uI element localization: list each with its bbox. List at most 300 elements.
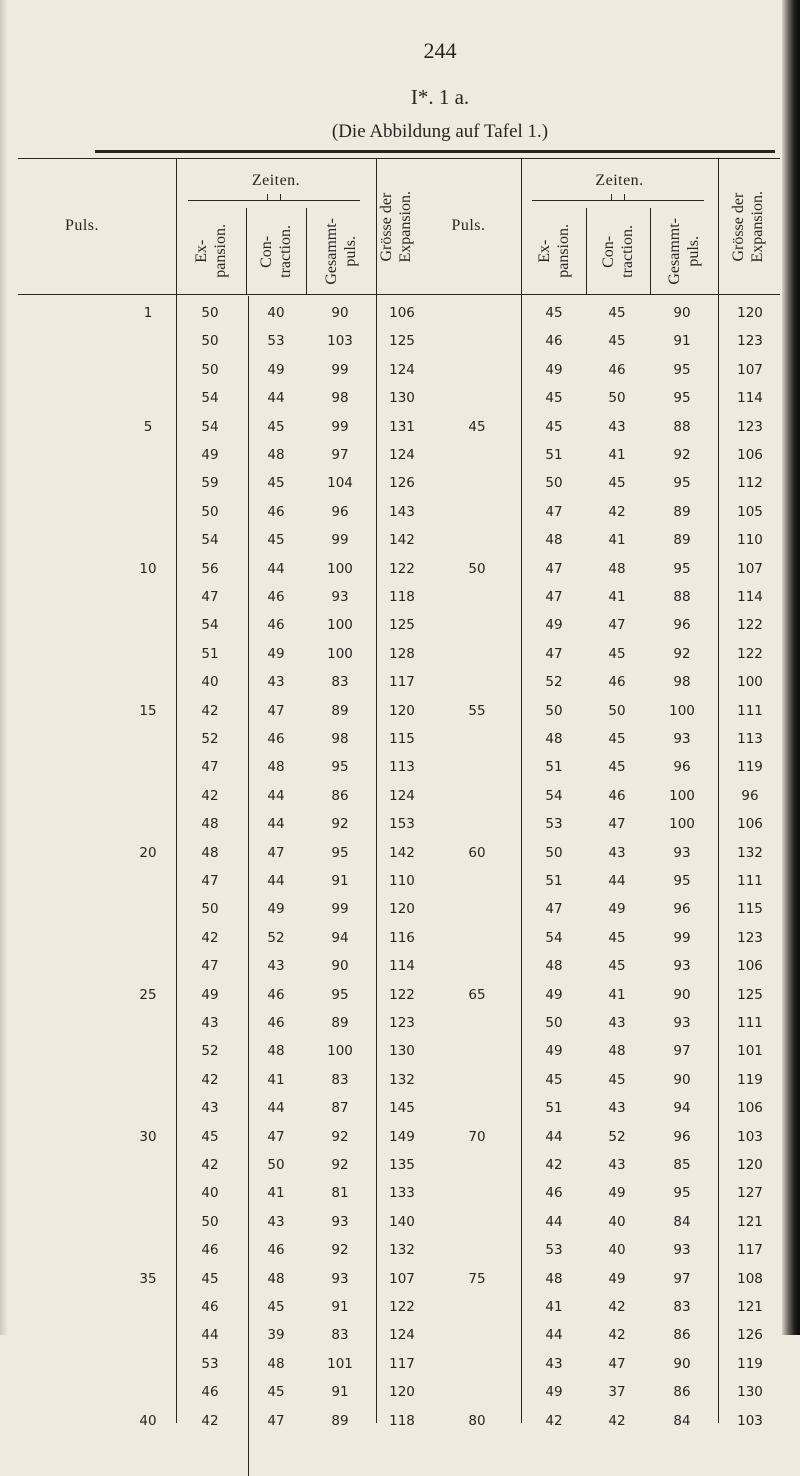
right-expansion-cell: 45 (545, 305, 563, 321)
left-contraction-cell: 46 (267, 589, 285, 605)
right-expansion-cell: 54 (545, 787, 563, 804)
right-expansion-cell: 49 (545, 1384, 563, 1401)
right-expansion-cell: 51 (545, 1100, 563, 1117)
right-gesammtpuls-cell: 95 (673, 390, 691, 407)
left-contraction-cell: 44 (267, 1100, 285, 1117)
left-expansion-cell: 50 (201, 361, 219, 378)
right-groesse-cell: 111 (737, 873, 763, 889)
right-expansion-cell: 54 (545, 929, 563, 946)
right-groesse-cell: 106 (737, 1100, 763, 1117)
right-contraction-cell: 49 (608, 1270, 626, 1287)
left-pulse-number: 10 (139, 560, 157, 577)
right-contraction-cell: 41 (608, 589, 626, 605)
left-contraction-cell: 47 (267, 1128, 285, 1145)
right-contraction-cell: 43 (608, 1157, 626, 1173)
right-gesammtpuls-cell: 96 (673, 617, 691, 634)
right-gesammtpuls-cell: 94 (673, 1100, 691, 1117)
right-pulse-number: 55 (468, 702, 486, 719)
right-expansion-cell: 45 (545, 390, 563, 407)
right-expansion-cell: 45 (545, 1071, 563, 1088)
left-groesse-cell: 113 (389, 759, 415, 776)
right-contraction-cell: 41 (608, 447, 626, 463)
header-groesse-left: Grösse der Expansion. (378, 191, 414, 263)
left-groesse-cell: 132 (389, 1071, 415, 1088)
left-gesammtpuls-cell: 87 (331, 1100, 349, 1117)
left-pulse-number: 5 (143, 418, 153, 435)
left-groesse-cell: 142 (389, 532, 415, 549)
right-contraction-cell: 41 (608, 532, 626, 549)
right-contraction-cell: 43 (608, 844, 626, 861)
right-gesammtpuls-cell: 88 (673, 418, 691, 435)
right-contraction-cell: 40 (608, 1213, 626, 1230)
left-contraction-cell: 39 (267, 1327, 285, 1344)
right-expansion-cell: 48 (545, 731, 563, 747)
left-gesammtpuls-cell: 99 (331, 361, 349, 378)
right-expansion-cell: 41 (545, 1299, 563, 1315)
left-gesammtpuls-cell: 81 (331, 1185, 349, 1202)
right-contraction-cell: 42 (608, 1299, 626, 1315)
left-gesammtpuls-cell: 100 (327, 645, 353, 662)
left-expansion-cell: 40 (201, 1185, 219, 1202)
left-groesse-cell: 130 (389, 1043, 415, 1060)
right-groesse-cell: 101 (737, 1043, 763, 1060)
left-groesse-cell: 126 (389, 475, 415, 492)
right-pulse-number: 75 (468, 1270, 486, 1287)
right-groesse-cell: 123 (737, 929, 763, 946)
left-groesse-cell: 124 (389, 1327, 415, 1344)
right-contraction-cell: 46 (608, 674, 626, 691)
right-expansion-cell: 50 (545, 844, 563, 861)
left-contraction-cell: 49 (267, 645, 285, 662)
left-contraction-cell: 52 (267, 929, 285, 946)
header-groesse-right: Grösse der Expansion. (730, 191, 766, 263)
right-expansion-cell: 44 (545, 1213, 563, 1230)
left-expansion-cell: 50 (201, 1213, 219, 1230)
right-contraction-cell: 42 (608, 1327, 626, 1344)
column-rule (521, 158, 522, 1423)
left-expansion-cell: 40 (201, 674, 219, 691)
right-groesse-cell: 122 (737, 645, 763, 662)
right-expansion-cell: 53 (545, 1242, 563, 1259)
left-contraction-cell: 45 (267, 1384, 285, 1401)
right-expansion-cell: 52 (545, 674, 563, 691)
left-gesammtpuls-cell: 83 (331, 1071, 349, 1088)
left-contraction-cell: 45 (267, 475, 285, 492)
right-groesse-cell: 107 (737, 560, 763, 577)
right-gesammtpuls-cell: 100 (669, 816, 695, 833)
left-expansion-cell: 42 (201, 1157, 219, 1173)
right-gesammtpuls-cell: 96 (673, 1128, 691, 1145)
left-expansion-cell: 44 (201, 1327, 219, 1344)
right-gesammtpuls-cell: 95 (673, 873, 691, 889)
left-gesammtpuls-cell: 89 (331, 1412, 349, 1429)
left-gesammtpuls-cell: 89 (331, 702, 349, 719)
right-contraction-cell: 46 (608, 361, 626, 378)
left-gesammtpuls-cell: 96 (331, 503, 349, 520)
right-pulse-number: 60 (468, 844, 486, 861)
left-expansion-cell: 52 (201, 1043, 219, 1060)
left-groesse-cell: 124 (389, 361, 415, 378)
right-contraction-cell: 45 (608, 645, 626, 662)
right-groesse-cell: 106 (737, 447, 763, 463)
left-groesse-cell: 153 (389, 816, 415, 833)
right-groesse-cell: 110 (737, 532, 763, 549)
left-groesse-cell: 142 (389, 844, 415, 861)
right-expansion-cell: 44 (545, 1128, 563, 1145)
header-expansion-right: Ex- pansion. (535, 224, 572, 278)
left-expansion-cell: 47 (201, 759, 219, 776)
left-gesammtpuls-cell: 90 (331, 305, 349, 321)
left-expansion-cell: 47 (201, 958, 219, 975)
right-groesse-cell: 106 (737, 958, 763, 975)
right-groesse-cell: 111 (737, 1015, 763, 1031)
right-gesammtpuls-cell: 93 (673, 844, 691, 861)
left-contraction-cell: 46 (267, 617, 285, 634)
right-gesammtpuls-cell: 92 (673, 447, 691, 463)
right-groesse-cell: 132 (737, 844, 763, 861)
left-expansion-cell: 46 (201, 1242, 219, 1259)
left-contraction-cell: 47 (267, 844, 285, 861)
left-groesse-cell: 106 (389, 305, 415, 321)
right-groesse-cell: 112 (737, 475, 763, 492)
right-gesammtpuls-cell: 86 (673, 1384, 691, 1401)
right-expansion-cell: 50 (545, 1015, 563, 1031)
left-expansion-cell: 52 (201, 731, 219, 747)
right-gesammtpuls-cell: 92 (673, 645, 691, 662)
left-contraction-cell: 43 (267, 1213, 285, 1230)
left-groesse-cell: 116 (389, 929, 415, 946)
left-expansion-cell: 45 (201, 1128, 219, 1145)
left-groesse-cell: 122 (389, 560, 415, 577)
right-contraction-cell: 37 (608, 1384, 626, 1401)
left-gesammtpuls-cell: 86 (331, 787, 349, 804)
left-gesammtpuls-cell: 101 (327, 1355, 353, 1372)
left-contraction-cell: 46 (267, 1242, 285, 1259)
left-gesammtpuls-cell: 100 (327, 560, 353, 577)
left-gesammtpuls-cell: 91 (331, 1299, 349, 1315)
right-contraction-cell: 45 (608, 333, 626, 350)
right-expansion-cell: 42 (545, 1157, 563, 1173)
left-gesammtpuls-cell: 93 (331, 1270, 349, 1287)
left-groesse-cell: 130 (389, 390, 415, 407)
right-gesammtpuls-cell: 88 (673, 589, 691, 605)
right-groesse-cell: 103 (737, 1128, 763, 1145)
right-expansion-cell: 51 (545, 447, 563, 463)
right-expansion-cell: 50 (545, 702, 563, 719)
right-contraction-cell: 43 (608, 1100, 626, 1117)
header-contraction-right: Con- traction. (600, 224, 636, 278)
left-gesammtpuls-cell: 95 (331, 986, 349, 1003)
right-gesammtpuls-cell: 91 (673, 333, 691, 350)
right-contraction-cell: 45 (608, 1071, 626, 1088)
left-groesse-cell: 110 (389, 873, 415, 889)
left-contraction-cell: 45 (267, 1299, 285, 1315)
right-contraction-cell: 42 (608, 503, 626, 520)
right-expansion-cell: 49 (545, 986, 563, 1003)
left-expansion-cell: 54 (201, 532, 219, 549)
left-gesammtpuls-cell: 104 (327, 475, 353, 492)
header-gesammt-right: Gesammt- puls. (666, 217, 702, 285)
right-gesammtpuls-cell: 99 (673, 929, 691, 946)
header-expansion-left: Ex- pansion. (193, 224, 229, 278)
right-pulse-number: 45 (468, 418, 486, 435)
left-groesse-cell: 115 (389, 731, 415, 747)
left-pulse-number: 30 (139, 1128, 157, 1145)
left-gesammtpuls-cell: 98 (331, 390, 349, 407)
left-contraction-cell: 46 (267, 986, 285, 1003)
left-gesammtpuls-cell: 100 (327, 1043, 353, 1060)
left-contraction-cell: 46 (267, 503, 285, 520)
left-gesammtpuls-cell: 99 (331, 418, 349, 435)
right-contraction-cell: 49 (608, 901, 626, 918)
left-contraction-cell: 53 (267, 333, 285, 350)
left-groesse-cell: 118 (389, 589, 415, 605)
right-expansion-cell: 49 (545, 617, 563, 634)
right-contraction-cell: 45 (608, 929, 626, 946)
right-expansion-cell: 53 (545, 816, 563, 833)
left-expansion-cell: 50 (201, 333, 219, 350)
left-expansion-cell: 42 (201, 787, 219, 804)
right-expansion-cell: 44 (545, 1327, 563, 1344)
right-expansion-cell: 47 (545, 645, 563, 662)
right-gesammtpuls-cell: 95 (673, 475, 691, 492)
left-expansion-cell: 47 (201, 589, 219, 605)
left-groesse-cell: 120 (389, 702, 415, 719)
plate-title: I*. 1 a. (410, 85, 470, 109)
right-contraction-cell: 47 (608, 1355, 626, 1372)
left-groesse-cell: 133 (389, 1185, 415, 1202)
left-groesse-cell: 114 (389, 958, 415, 975)
left-contraction-cell: 48 (267, 447, 285, 463)
left-groesse-cell: 128 (389, 645, 415, 662)
left-contraction-cell: 44 (267, 560, 285, 577)
right-gesammtpuls-cell: 85 (673, 1157, 691, 1173)
right-contraction-cell: 44 (608, 873, 626, 889)
page-number: 244 (423, 38, 457, 63)
right-contraction-cell: 47 (608, 617, 626, 634)
left-contraction-cell: 46 (267, 731, 285, 747)
left-pulse-number: 35 (139, 1270, 157, 1287)
left-groesse-cell: 120 (389, 901, 415, 918)
header-contraction-left: Con- traction. (258, 224, 294, 278)
left-expansion-cell: 46 (201, 1299, 219, 1315)
left-groesse-cell: 125 (389, 333, 415, 350)
right-contraction-cell: 41 (608, 986, 626, 1003)
left-contraction-cell: 48 (267, 759, 285, 776)
left-expansion-cell: 43 (201, 1100, 219, 1117)
left-gesammtpuls-cell: 99 (331, 532, 349, 549)
right-contraction-cell: 43 (608, 418, 626, 435)
left-expansion-cell: 43 (201, 1015, 219, 1031)
left-contraction-cell: 49 (267, 361, 285, 378)
right-pulse-number: 50 (468, 560, 486, 577)
plate-note: (Die Abbildung auf Tafel 1.) (331, 121, 549, 142)
right-groesse-cell: 119 (737, 759, 763, 776)
left-expansion-cell: 54 (201, 390, 219, 407)
right-gesammtpuls-cell: 89 (673, 532, 691, 549)
right-gesammtpuls-cell: 90 (673, 305, 691, 321)
left-expansion-cell: 49 (201, 986, 219, 1003)
left-expansion-cell: 51 (201, 645, 219, 662)
left-contraction-cell: 41 (267, 1185, 285, 1202)
right-groesse-cell: 107 (737, 361, 763, 378)
left-pulse-number: 20 (139, 844, 157, 861)
left-gesammtpuls-cell: 90 (331, 958, 349, 975)
right-groesse-cell: 114 (737, 390, 763, 407)
right-contraction-cell: 40 (608, 1242, 626, 1259)
right-gesammtpuls-cell: 100 (669, 787, 695, 804)
right-expansion-cell: 47 (545, 901, 563, 918)
header-zeiten-left: Zeiten. (251, 172, 301, 189)
left-contraction-cell: 41 (267, 1071, 285, 1088)
left-groesse-cell: 140 (389, 1213, 415, 1230)
right-gesammtpuls-cell: 95 (673, 361, 691, 378)
right-gesammtpuls-cell: 96 (673, 901, 691, 918)
left-contraction-cell: 48 (267, 1270, 285, 1287)
left-groesse-cell: 145 (389, 1100, 415, 1117)
right-groesse-cell: 105 (737, 503, 763, 520)
left-gesammtpuls-cell: 99 (331, 901, 349, 918)
right-expansion-cell: 43 (545, 1355, 563, 1372)
left-contraction-cell: 44 (267, 873, 285, 889)
left-expansion-cell: 45 (201, 1270, 219, 1287)
right-groesse-cell: 127 (737, 1185, 763, 1202)
left-gesammtpuls-cell: 91 (331, 873, 349, 889)
right-gesammtpuls-cell: 89 (673, 503, 691, 520)
right-groesse-cell: 103 (737, 1412, 763, 1429)
left-contraction-cell: 45 (267, 418, 285, 435)
left-contraction-cell: 47 (267, 1412, 285, 1429)
left-expansion-cell: 59 (201, 475, 219, 492)
right-groesse-cell: 111 (737, 702, 763, 719)
right-pulse-number: 80 (468, 1412, 486, 1429)
left-gesammtpuls-cell: 92 (331, 1157, 349, 1173)
right-expansion-cell: 46 (545, 333, 563, 350)
right-groesse-cell: 113 (737, 731, 763, 747)
header-zeiten-right: Zeiten. (595, 172, 644, 189)
left-gesammtpuls-cell: 89 (331, 1015, 349, 1031)
header-gesammt-left: Gesammt- puls. (323, 217, 359, 285)
left-expansion-cell: 48 (201, 816, 219, 833)
left-groesse-cell: 107 (389, 1270, 415, 1287)
book-spine-shadow (782, 0, 800, 1335)
left-gesammtpuls-cell: 83 (331, 1327, 349, 1344)
left-expansion-cell: 50 (201, 901, 219, 918)
left-gesammtpuls-cell: 97 (331, 447, 349, 463)
right-expansion-cell: 49 (545, 1043, 563, 1060)
left-gesammtpuls-cell: 95 (331, 844, 349, 861)
left-gesammtpuls-cell: 93 (331, 589, 349, 605)
left-expansion-cell: 54 (201, 617, 219, 634)
left-gesammtpuls-cell: 98 (331, 731, 349, 747)
right-gesammtpuls-cell: 96 (673, 759, 691, 776)
page-left-edge (0, 0, 8, 1335)
right-groesse-cell: 120 (737, 1157, 763, 1173)
left-expansion-cell: 56 (201, 560, 219, 577)
left-groesse-cell: 117 (389, 1355, 415, 1372)
right-groesse-cell: 123 (737, 333, 763, 350)
right-gesammtpuls-cell: 93 (673, 731, 691, 747)
left-groesse-cell: 131 (389, 418, 415, 435)
right-gesammtpuls-cell: 90 (673, 986, 691, 1003)
left-contraction-cell: 40 (267, 305, 285, 321)
right-gesammtpuls-cell: 84 (673, 1213, 691, 1230)
left-expansion-cell: 48 (201, 844, 219, 861)
left-groesse-cell: 124 (389, 787, 415, 804)
left-groesse-cell: 143 (389, 503, 415, 520)
right-contraction-cell: 48 (608, 1043, 626, 1060)
right-groesse-cell: 119 (737, 1071, 763, 1088)
left-gesammtpuls-cell: 83 (331, 674, 349, 691)
left-gesammtpuls-cell: 92 (331, 816, 349, 833)
header-puls-left: Puls. (64, 217, 100, 234)
right-expansion-cell: 46 (545, 1185, 563, 1202)
right-gesammtpuls-cell: 97 (673, 1043, 691, 1060)
right-gesammtpuls-cell: 86 (673, 1327, 691, 1344)
right-groesse-cell: 121 (737, 1213, 763, 1230)
right-contraction-cell: 50 (608, 702, 626, 719)
right-groesse-cell: 123 (737, 418, 763, 435)
right-groesse-cell: 108 (737, 1270, 763, 1287)
left-pulse-number: 1 (143, 305, 153, 321)
right-expansion-cell: 48 (545, 958, 563, 975)
left-contraction-cell: 48 (267, 1043, 285, 1060)
right-contraction-cell: 45 (608, 731, 626, 747)
right-expansion-cell: 49 (545, 361, 563, 378)
right-expansion-cell: 45 (545, 418, 563, 435)
right-pulse-number: 65 (468, 986, 486, 1003)
right-groesse-cell: 100 (737, 674, 763, 691)
left-groesse-cell: 149 (389, 1128, 415, 1145)
left-gesammtpuls-cell: 95 (331, 759, 349, 776)
left-groesse-cell: 132 (389, 1242, 415, 1259)
right-contraction-cell: 48 (608, 560, 626, 577)
left-contraction-cell: 45 (267, 532, 285, 549)
right-groesse-cell: 122 (737, 617, 763, 634)
right-contraction-cell: 45 (608, 958, 626, 975)
left-expansion-cell: 46 (201, 1384, 219, 1401)
left-expansion-cell: 47 (201, 873, 219, 889)
column-rule (176, 158, 177, 1423)
right-groesse-cell: 96 (741, 787, 759, 804)
right-contraction-cell: 45 (608, 305, 626, 321)
left-gesammtpuls-cell: 92 (331, 1128, 349, 1145)
right-groesse-cell: 114 (737, 589, 763, 605)
right-expansion-cell: 51 (545, 873, 563, 889)
left-groesse-cell: 122 (389, 986, 415, 1003)
right-gesammtpuls-cell: 95 (673, 1185, 691, 1202)
table-top-rule (95, 150, 775, 153)
right-expansion-cell: 47 (545, 589, 563, 605)
left-gesammtpuls-cell: 100 (327, 617, 353, 634)
left-groesse-cell: 122 (389, 1299, 415, 1315)
header-bottom-rule (18, 294, 780, 295)
left-contraction-cell: 44 (267, 787, 285, 804)
right-expansion-cell: 51 (545, 759, 563, 776)
right-groesse-cell: 121 (737, 1299, 763, 1315)
right-contraction-cell: 52 (608, 1128, 626, 1145)
right-contraction-cell: 45 (608, 759, 626, 776)
right-expansion-cell: 48 (545, 1270, 563, 1287)
right-gesammtpuls-cell: 93 (673, 1242, 691, 1259)
left-contraction-cell: 44 (267, 816, 285, 833)
right-contraction-cell: 43 (608, 1015, 626, 1031)
right-groesse-cell: 119 (737, 1355, 763, 1372)
left-pulse-number: 40 (139, 1412, 157, 1429)
right-groesse-cell: 130 (737, 1384, 763, 1401)
right-contraction-cell: 45 (608, 475, 626, 492)
left-contraction-cell: 44 (267, 390, 285, 407)
